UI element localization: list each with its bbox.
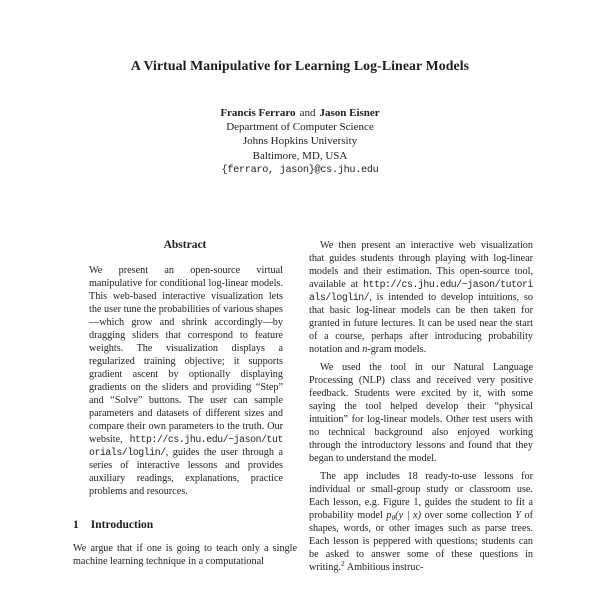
author-block	[0, 106, 600, 178]
abstract-text-2: , guides the user through a series of interactive lessons and provides auxiliary readings, explanations, practice problems and resources.	[89, 447, 283, 497]
abstract-url-link[interactable]: http://cs.jhu.edu/~jason/tutorials/loglin/	[89, 434, 283, 458]
section-1-heading	[73, 519, 297, 531]
author-name-1: Francis Ferraro	[220, 107, 296, 119]
paragraph-lessons	[309, 470, 533, 574]
lessons-text-4: Ambitious instruc-	[344, 562, 424, 573]
affiliation-department: Department of Computer Science	[226, 121, 374, 134]
abstract-heading: Abstract	[163, 239, 207, 251]
math-set-y: Y	[515, 510, 521, 521]
two-column-body	[73, 239, 533, 579]
math-var-n: n	[362, 344, 368, 355]
lessons-text-2: over some collection	[421, 510, 516, 521]
footnote-2-marker: 2	[340, 559, 345, 568]
section-1-title: Introduction	[90, 519, 154, 531]
tool-overview-text-2: , is intended to develop intuitions, so that basic log-linear models can be then taken for granted in future lectures. It can be used near the start of a course, perhaps after introducing probability notation and	[309, 292, 533, 355]
abstract-text-1: We present an open-source virtual manipulative for conditional log-linear models. This web-based interactive visualization lets the user tune the probabilities of various shapes—which grow and shrink accordingly—by dragging sliders that correspond to feature weights. The visualization displays a regularized training objective; it supports gradient ascent by optionally displaying gradients on the sliders and providing “Step” and “Solve” buttons. The user can sample parameters and datasets of different sizes and compare their own parameters to the truth. Our website,	[89, 265, 283, 445]
author-name-2: Jason Eisner	[319, 107, 380, 119]
math-theta-subscript: θ	[391, 513, 396, 522]
paragraph-class-feedback: We used the tool in our Natural Language Processing (NLP) class and received very positive feedback. Students were excited by it, with some saying the tool helped develop their “physical intuition” for log-linear models. Other test users with no technical background also enjoyed working through the introductory lessons and found that they began to understand the model.	[309, 362, 533, 464]
lessons-text-1: The app includes 18 ready-to-use lessons for individual or small-group study or classroom use. Each lesson, e.g. Figure 1, guides the student to fit a probability model	[309, 471, 533, 521]
math-args: (y | x)	[395, 510, 422, 521]
math-probability-model	[386, 510, 421, 521]
author-email: {ferraro, jason}@cs.jhu.edu	[221, 164, 379, 176]
introduction-paragraph: We argue that if one is going to teach only a single machine learning technique in a computational	[73, 543, 297, 567]
right-column	[309, 239, 533, 579]
tool-url-link[interactable]: http://cs.jhu.edu/~jason/tutorials/loglin/	[309, 279, 533, 303]
affiliation-location: Baltimore, MD, USA	[252, 149, 348, 162]
tool-overview-text-1: We then present an interactive web visualization that guides students through playing with log-linear models and their estimation. This open-source tool, available at	[309, 240, 533, 290]
math-p: p	[386, 510, 392, 521]
author-names-line	[0, 106, 600, 120]
section-1-number: 1	[73, 519, 79, 531]
paragraph-tool-overview	[309, 239, 533, 356]
left-column	[73, 239, 297, 579]
abstract-paragraph	[89, 264, 283, 498]
tool-overview-text-3: -gram models.	[367, 344, 427, 355]
author-conjunction: and	[299, 107, 316, 119]
paper-title: A Virtual Manipulative for Learning Log-Linear Models	[130, 58, 470, 73]
affiliation-university: Johns Hopkins University	[242, 135, 358, 148]
lessons-text-3: of shapes, words, or other images such as parse trees. Each lesson is peppered with questions; students can be asked to answer some of these questions in writing.	[309, 510, 533, 573]
